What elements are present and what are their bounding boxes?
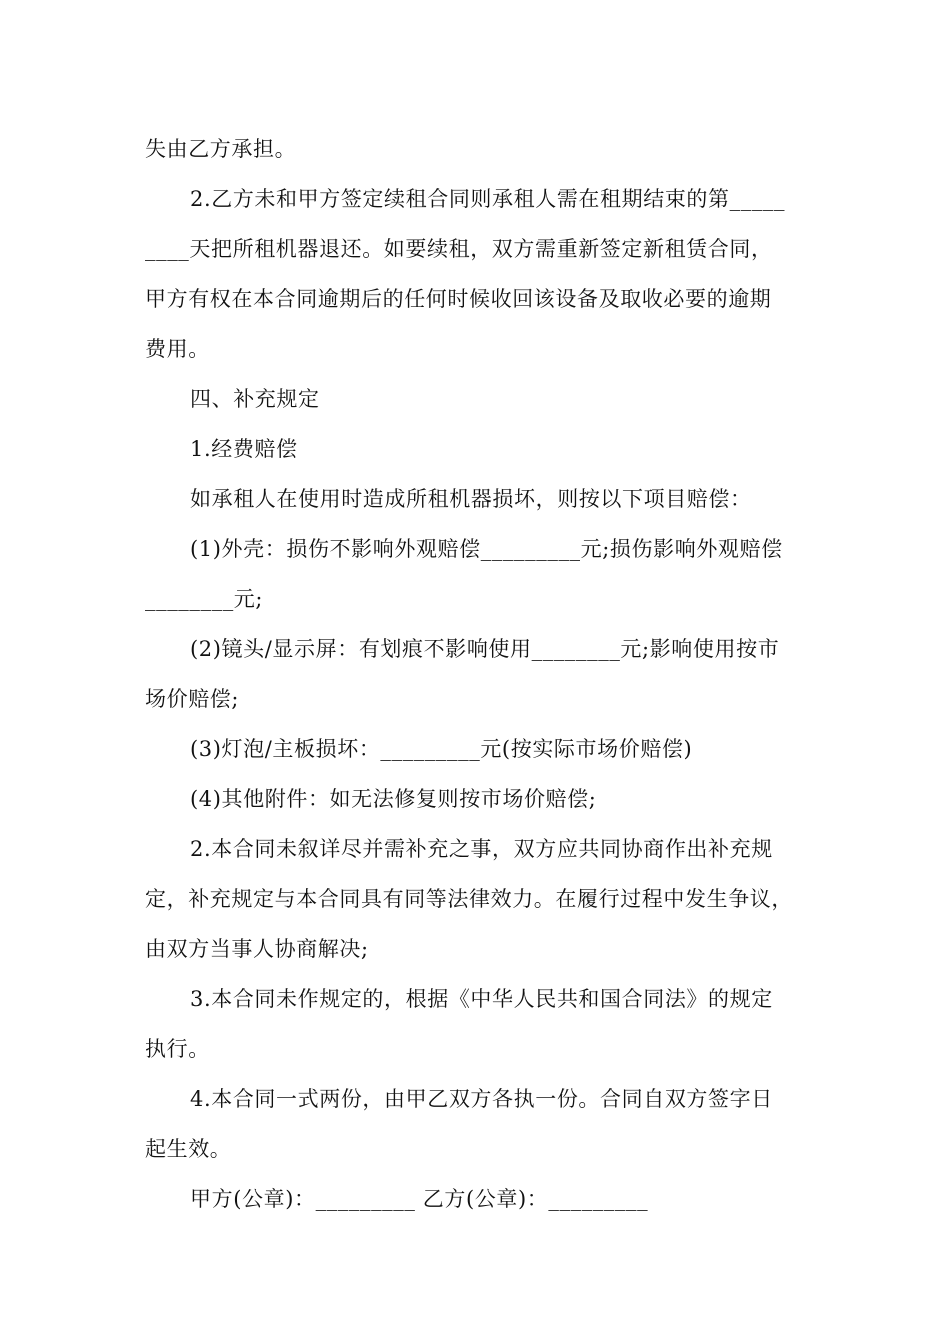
text-line-9: (1)外壳：损伤不影响外观赔偿_________元;损伤影响外观赔偿 bbox=[190, 537, 783, 561]
text-line-15: 2.本合同未叙详尽并需补充之事，双方应共同协商作出补充规 bbox=[190, 837, 773, 861]
text-line-14: (4)其他附件：如无法修复则按市场价赔偿; bbox=[190, 787, 597, 811]
text-line-11: (2)镜头/显示屏：有划痕不影响使用________元;影响使用按市 bbox=[190, 637, 780, 661]
text-line-21: 起生效。 bbox=[145, 1137, 232, 1161]
text-line-4: 甲方有权在本合同逾期后的任何时候收回该设备及取收必要的逾期 bbox=[145, 287, 772, 311]
section-heading: 四、补充规定 bbox=[190, 387, 320, 411]
text-line-17: 由双方当事人协商解决; bbox=[145, 937, 369, 961]
text-line-20: 4.本合同一式两份，由甲乙双方各执一份。合同自双方签字日 bbox=[190, 1087, 773, 1111]
text-line-19: 执行。 bbox=[145, 1037, 210, 1061]
text-line-1: 失由乙方承担。 bbox=[145, 137, 297, 161]
text-line-16: 定，补充规定与本合同具有同等法律效力。在履行过程中发生争议， bbox=[145, 887, 793, 911]
subsection-heading: 1.经费赔偿 bbox=[190, 437, 298, 461]
text-line-18: 3.本合同未作规定的，根据《中华人民共和国合同法》的规定 bbox=[190, 987, 773, 1011]
text-line-8: 如承租人在使用时造成所租机器损坏，则按以下项目赔偿： bbox=[190, 487, 752, 511]
text-line-5: 费用。 bbox=[145, 337, 210, 361]
text-line-12: 场价赔偿; bbox=[145, 687, 240, 711]
text-line-10: ________元; bbox=[145, 587, 264, 611]
text-line-13: (3)灯泡/主板损坏：_________元(按实际市场价赔偿) bbox=[190, 737, 693, 761]
text-line-2: 2.乙方未和甲方签定续租合同则承租人需在租期结束的第_____ bbox=[190, 187, 786, 211]
text-line-3: ____天把所租机器退还。如要续租，双方需重新签定新租赁合同， bbox=[145, 237, 773, 261]
signature-line: 甲方(公章)：_________ 乙方(公章)：_________ bbox=[190, 1187, 649, 1211]
